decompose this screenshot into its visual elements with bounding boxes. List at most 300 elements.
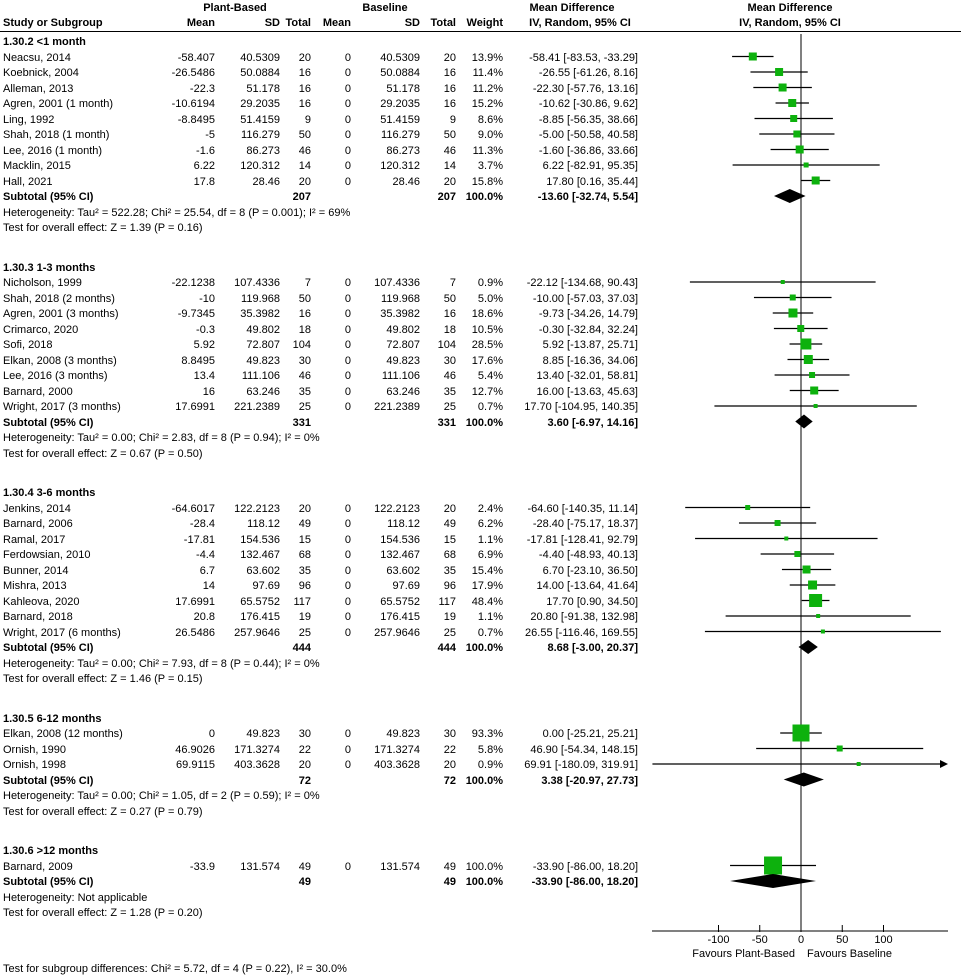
study-name-cell: Ferdowsian, 2010: [3, 549, 91, 561]
plant-total-cell: 50: [298, 292, 311, 305]
plant-mean-cell: -1.6: [196, 144, 215, 157]
plant-sd-cell: 28.46: [252, 175, 280, 188]
study-name-cell: Bunner, 2014: [3, 564, 69, 577]
heterogeneity-note: Heterogeneity: Tau² = 0.00; Chi² = 1.05, df = 2 (P = 0.59); I² = 0%: [3, 790, 320, 802]
baseline-sd-cell: 403.3628: [374, 759, 420, 771]
baseline-sd-cell: 132.467: [380, 549, 420, 561]
subgroup-header-row: 1.30.3 1-3 months: [3, 261, 96, 274]
weight-cell: 2.4%: [477, 502, 503, 515]
subtotal-plant-total-cell: 207: [292, 191, 311, 203]
plant-sd-cell: 118.12: [247, 518, 280, 530]
ci-text-cell: -33.90 [-86.00, 18.20]: [532, 860, 638, 873]
effect-marker: [775, 68, 783, 76]
study-name-cell: Jenkins, 2014: [3, 502, 71, 515]
baseline-sd-cell: 122.2123: [374, 502, 420, 515]
plant-total-cell: 46: [298, 144, 311, 157]
plant-total-cell: 22: [298, 743, 311, 756]
ci-text-cell: -22.30 [-57.76, 13.16]: [532, 82, 638, 95]
weight-cell: 28.5%: [471, 339, 503, 351]
weight-cell: 11.4%: [472, 67, 503, 79]
subtotal-baseline-total-cell: 207: [437, 191, 456, 203]
ci-text-cell: -10.62 [-30.86, 9.62]: [538, 98, 638, 110]
plot-column-title: Mean Difference: [747, 2, 833, 14]
baseline-sd-cell: 131.574: [380, 860, 420, 873]
subtotal-diamond: [784, 773, 824, 787]
heterogeneity-note: Heterogeneity: Tau² = 0.00; Chi² = 7.93, df = 8 (P = 0.44); I² = 0%: [3, 657, 320, 670]
baseline-total-cell: 50: [443, 292, 456, 305]
axis-tick-label: 0: [797, 934, 805, 946]
col-header-mean: Mean: [186, 17, 215, 29]
subtotal-plant-total-cell: 72: [298, 774, 311, 787]
plant-total-cell: 20: [298, 502, 311, 515]
ci-arrowhead-right: [940, 760, 948, 768]
subtotal-label-cell: Subtotal (95% CI): [3, 416, 94, 429]
plant-mean-cell: -10.6194: [171, 98, 215, 110]
plant-mean-cell: -64.6017: [171, 502, 215, 515]
baseline-mean-cell: 0: [344, 308, 351, 320]
ci-text-cell: -8.85 [-56.35, 38.66]: [538, 113, 638, 126]
baseline-mean-cell: 0: [344, 860, 351, 873]
ci-text-cell: 6.22 [-82.91, 95.35]: [542, 160, 638, 172]
overall-effect-note: Test for overall effect: Z = 1.46 (P = 0.15): [3, 673, 203, 685]
study-name-cell: Wright, 2017 (3 months): [3, 401, 121, 413]
ci-text-cell: 17.70 [0.90, 34.50]: [546, 595, 638, 608]
baseline-total-cell: 20: [443, 502, 456, 515]
effect-marker: [814, 404, 818, 408]
col-header-total: Total: [285, 17, 311, 29]
plant-mean-cell: -8.8495: [177, 113, 215, 126]
weight-cell: 5.0%: [477, 292, 503, 305]
baseline-total-cell: 19: [443, 611, 456, 623]
baseline-sd-cell: 72.807: [386, 339, 420, 351]
baseline-group-header: Baseline: [362, 2, 408, 14]
plant-total-cell: 16: [298, 308, 311, 320]
effect-marker: [788, 99, 796, 107]
baseline-mean-cell: 0: [344, 743, 351, 756]
subtotal-plant-total-cell: 49: [298, 876, 311, 888]
plant-mean-cell: 26.5486: [175, 626, 215, 639]
study-name-cell: Elkan, 2008 (12 months): [3, 728, 123, 740]
plant-sd-cell: 86.273: [246, 144, 280, 157]
ci-text-cell: 5.92 [-13.87, 25.71]: [542, 339, 638, 351]
baseline-total-cell: 22: [443, 743, 456, 756]
plant-sd-cell: 50.0884: [240, 67, 280, 79]
subgroup-header-row: 1.30.6 >12 months: [3, 845, 99, 857]
subtotal-ci-text-cell: -13.60 [-32.74, 5.54]: [537, 191, 638, 203]
plant-sd-cell: 51.178: [246, 82, 280, 95]
baseline-total-cell: 9: [449, 113, 456, 126]
plant-sd-cell: 221.2389: [234, 401, 280, 413]
plant-total-cell: 15: [298, 533, 311, 546]
effect-marker: [809, 372, 815, 378]
study-name-cell: Shah, 2018 (1 month): [3, 129, 110, 141]
baseline-mean-cell: 0: [344, 354, 351, 367]
effect-marker: [800, 339, 811, 350]
weight-cell: 100.0%: [465, 860, 503, 873]
plant-total-cell: 50: [298, 129, 311, 141]
effect-marker: [775, 520, 781, 526]
subtotal-weight-cell: 100.0%: [465, 774, 503, 787]
effect-marker: [793, 131, 800, 138]
weight-cell: 8.6%: [477, 113, 503, 126]
plant-mean-cell: 8.8495: [181, 354, 215, 367]
plant-sd-cell: 51.4159: [240, 113, 280, 126]
plant-mean-cell: 0: [208, 728, 215, 740]
baseline-total-cell: 16: [443, 308, 456, 320]
baseline-total-cell: 20: [443, 175, 456, 188]
baseline-total-cell: 49: [443, 518, 456, 530]
plant-mean-cell: 69.9115: [176, 759, 215, 771]
baseline-mean-cell: 0: [344, 580, 351, 592]
overall-effect-note: Test for overall effect: Z = 0.67 (P = 0.50): [3, 447, 203, 460]
col-header-study: Study or Subgroup: [3, 17, 103, 29]
effect-marker: [808, 581, 817, 590]
plant-sd-cell: 122.2123: [234, 502, 280, 515]
weight-cell: 0.7%: [477, 401, 503, 413]
ci-text-cell: 20.80 [-91.38, 132.98]: [530, 611, 638, 623]
baseline-sd-cell: 51.4159: [380, 113, 420, 126]
subtotal-weight-cell: 100.0%: [465, 416, 503, 429]
baseline-mean-cell: 0: [344, 549, 351, 561]
baseline-sd-cell: 97.69: [392, 580, 420, 592]
study-name-cell: Hall, 2021: [3, 175, 53, 188]
favours-right-label: Favours Baseline: [807, 948, 892, 960]
effect-marker: [790, 295, 796, 301]
plant-mean-cell: -10: [199, 292, 215, 305]
study-name-cell: Neacsu, 2014: [3, 51, 71, 64]
plant-mean-cell: -22.1238: [171, 277, 215, 289]
weight-cell: 10.5%: [471, 323, 503, 336]
plant-mean-cell: -9.7345: [177, 308, 215, 320]
effect-marker: [784, 537, 788, 541]
study-name-cell: Mishra, 2013: [3, 580, 67, 592]
baseline-total-cell: 20: [443, 51, 456, 64]
plant-sd-cell: 97.69: [252, 580, 280, 592]
plant-total-cell: 49: [298, 860, 311, 873]
effect-marker: [809, 594, 822, 607]
weight-cell: 0.9%: [477, 759, 503, 771]
weight-cell: 1.1%: [477, 611, 503, 623]
baseline-mean-cell: 0: [344, 759, 351, 771]
baseline-sd-cell: 50.0884: [380, 67, 420, 79]
plant-sd-cell: 49.823: [246, 728, 280, 740]
subtotal-plant-total-cell: 444: [292, 642, 311, 654]
plant-sd-cell: 63.246: [246, 385, 280, 398]
effect-marker: [793, 725, 810, 742]
plot-column-subtitle: IV, Random, 95% CI: [739, 17, 841, 29]
baseline-total-cell: 25: [443, 626, 456, 639]
baseline-sd-cell: 86.273: [386, 144, 420, 157]
weight-cell: 6.9%: [477, 549, 503, 561]
baseline-total-cell: 18: [443, 323, 456, 336]
subtotal-baseline-total-cell: 49: [443, 876, 456, 888]
weight-cell: 5.4%: [477, 370, 503, 382]
weight-cell: 12.7%: [471, 385, 503, 398]
baseline-mean-cell: 0: [344, 518, 351, 530]
ci-text-cell: -10.00 [-57.03, 37.03]: [532, 292, 638, 305]
plant-sd-cell: 63.602: [246, 564, 280, 577]
plant-sd-cell: 131.574: [240, 860, 280, 873]
plant-total-cell: 46: [298, 370, 311, 382]
weight-cell: 13.9%: [471, 51, 503, 64]
baseline-total-cell: 46: [443, 370, 456, 382]
plant-mean-cell: 14: [202, 580, 215, 592]
baseline-sd-cell: 29.2035: [380, 98, 420, 110]
study-name-cell: Wright, 2017 (6 months): [3, 626, 121, 639]
effect-column-subtitle: IV, Random, 95% CI: [529, 17, 631, 29]
plant-total-cell: 25: [298, 401, 311, 413]
study-name-cell: Barnard, 2009: [3, 860, 73, 873]
plant-sd-cell: 176.415: [240, 611, 280, 623]
plant-total-cell: 25: [298, 626, 311, 639]
baseline-mean-cell: 0: [344, 82, 351, 95]
ci-text-cell: 26.55 [-116.46, 169.55]: [525, 626, 638, 639]
study-name-cell: Kahleova, 2020: [3, 595, 80, 608]
ci-text-cell: -1.60 [-36.86, 33.66]: [538, 144, 638, 157]
baseline-sd-cell: 63.602: [386, 564, 420, 577]
effect-marker: [816, 614, 820, 618]
study-name-cell: Barnard, 2018: [3, 611, 73, 623]
study-name-cell: Elkan, 2008 (3 months): [3, 354, 117, 367]
baseline-sd-cell: 35.3982: [380, 308, 420, 320]
weight-cell: 0.7%: [477, 626, 503, 639]
plant-sd-cell: 65.5752: [240, 595, 280, 608]
ci-text-cell: 17.80 [0.16, 35.44]: [546, 175, 638, 188]
baseline-sd-cell: 116.279: [381, 129, 420, 141]
favours-left-label: Favours Plant-Based: [692, 948, 795, 960]
plant-mean-cell: 6.22: [193, 160, 215, 172]
ci-text-cell: -64.60 [-140.35, 11.14]: [527, 502, 638, 515]
ci-text-cell: -4.40 [-48.93, 40.13]: [538, 549, 638, 561]
plant-total-cell: 30: [298, 354, 311, 367]
baseline-sd-cell: 120.312: [380, 160, 420, 172]
ci-text-cell: -58.41 [-83.53, -33.29]: [529, 51, 638, 64]
overall-effect-note: Test for overall effect: Z = 1.39 (P = 0.16): [3, 222, 203, 234]
plant-total-cell: 20: [298, 51, 311, 64]
baseline-mean-cell: 0: [344, 144, 351, 157]
ci-text-cell: -0.30 [-32.84, 32.24]: [538, 323, 638, 336]
weight-cell: 3.7%: [477, 160, 503, 172]
ci-text-cell: 46.90 [-54.34, 148.15]: [530, 743, 638, 756]
baseline-mean-cell: 0: [344, 611, 351, 623]
study-name-cell: Agren, 2001 (1 month): [3, 98, 114, 110]
study-name-cell: Lee, 2016 (3 months): [3, 370, 108, 382]
baseline-sd-cell: 118.12: [387, 518, 420, 530]
baseline-total-cell: 30: [443, 728, 456, 740]
plant-mean-cell: 13.4: [193, 370, 215, 382]
baseline-mean-cell: 0: [344, 51, 351, 64]
ci-text-cell: 17.70 [-104.95, 140.35]: [524, 401, 638, 413]
plant-sd-cell: 72.807: [246, 339, 280, 351]
plant-mean-cell: -33.9: [189, 860, 215, 873]
subtotal-baseline-total-cell: 331: [437, 416, 456, 429]
baseline-mean-cell: 0: [344, 323, 351, 336]
baseline-mean-cell: 0: [344, 67, 351, 79]
effect-marker: [764, 857, 782, 875]
baseline-total-cell: 7: [449, 277, 456, 289]
plant-total-cell: 19: [298, 611, 311, 623]
weight-cell: 9.0%: [477, 129, 503, 141]
effect-marker: [797, 325, 804, 332]
plant-total-cell: 35: [298, 385, 311, 398]
subtotal-plant-total-cell: 331: [292, 416, 311, 429]
baseline-sd-cell: 171.3274: [374, 743, 420, 756]
baseline-sd-cell: 49.802: [386, 323, 420, 336]
baseline-total-cell: 68: [443, 549, 456, 561]
plant-total-cell: 16: [298, 98, 311, 110]
baseline-mean-cell: 0: [344, 113, 351, 126]
col-header-sd: SD: [264, 17, 280, 29]
baseline-sd-cell: 51.178: [386, 82, 420, 95]
baseline-sd-cell: 111.106: [381, 370, 420, 382]
baseline-mean-cell: 0: [344, 401, 351, 413]
plant-total-cell: 20: [298, 175, 311, 188]
plant-sd-cell: 403.3628: [234, 759, 280, 771]
baseline-mean-cell: 0: [344, 98, 351, 110]
baseline-sd-cell: 107.4336: [374, 277, 420, 289]
study-name-cell: Barnard, 2006: [3, 518, 73, 530]
effect-marker: [837, 746, 843, 752]
plant-sd-cell: 29.2035: [240, 98, 280, 110]
baseline-total-cell: 96: [443, 580, 456, 592]
axis-tick-label: 100: [874, 934, 893, 946]
plant-based-group-header: Plant-Based: [203, 2, 267, 14]
plant-mean-cell: 20.8: [193, 611, 215, 623]
plant-total-cell: 96: [298, 580, 311, 592]
baseline-total-cell: 20: [443, 759, 456, 771]
plant-mean-cell: -4.4: [196, 549, 215, 561]
plant-sd-cell: 171.3274: [234, 743, 280, 756]
baseline-sd-cell: 154.536: [380, 533, 420, 546]
weight-cell: 15.8%: [471, 175, 503, 188]
axis-tick-label: -100: [707, 934, 730, 946]
plant-sd-cell: 120.312: [240, 160, 280, 172]
effect-marker: [781, 280, 785, 284]
baseline-mean-cell: 0: [344, 626, 351, 639]
effect-marker: [749, 53, 757, 61]
study-name-cell: Lee, 2016 (1 month): [3, 144, 103, 157]
ci-text-cell: 0.00 [-25.21, 25.21]: [542, 728, 638, 740]
ci-text-cell: -28.40 [-75.17, 18.37]: [532, 518, 638, 530]
weight-cell: 6.2%: [477, 518, 503, 530]
baseline-mean-cell: 0: [344, 339, 351, 351]
baseline-total-cell: 25: [443, 401, 456, 413]
effect-marker: [779, 84, 787, 92]
ci-text-cell: -17.81 [-128.41, 92.79]: [526, 533, 638, 546]
plant-sd-cell: 154.536: [240, 533, 280, 546]
ci-text-cell: 16.00 [-13.63, 45.63]: [536, 385, 638, 398]
ci-text-cell: -5.00 [-50.58, 40.58]: [538, 129, 638, 141]
baseline-mean-cell: 0: [344, 370, 351, 382]
baseline-mean-cell: 0: [344, 292, 351, 305]
subtotal-weight-cell: 100.0%: [465, 876, 503, 888]
plant-sd-cell: 49.802: [246, 323, 280, 336]
effect-marker: [810, 387, 818, 395]
effect-marker: [790, 115, 797, 122]
baseline-total-cell: 35: [443, 564, 456, 577]
baseline-total-cell: 46: [443, 144, 456, 157]
study-name-cell: Koebnick, 2004: [3, 67, 79, 79]
plant-total-cell: 49: [298, 518, 311, 530]
effect-marker: [796, 146, 804, 154]
study-name-cell: Shah, 2018 (2 months): [3, 292, 115, 305]
plant-mean-cell: -26.5486: [171, 67, 215, 79]
subgroup-header-row: 1.30.2 <1 month: [3, 36, 86, 48]
baseline-sd-cell: 49.823: [386, 728, 420, 740]
effect-marker: [745, 505, 750, 510]
subgroup-difference-note: Test for subgroup differences: Chi² = 5.72, df = 4 (P = 0.22), I² = 30.0%: [3, 963, 347, 975]
baseline-total-cell: 49: [443, 860, 456, 873]
plant-sd-cell: 119.968: [241, 292, 280, 305]
axis-tick-label: -50: [751, 934, 768, 946]
study-name-cell: Sofi, 2018: [3, 339, 53, 351]
weight-cell: 48.4%: [471, 595, 503, 608]
ci-text-cell: 6.70 [-23.10, 36.50]: [542, 564, 638, 577]
plant-mean-cell: -5: [205, 129, 215, 141]
plant-total-cell: 68: [298, 549, 311, 561]
ci-text-cell: 8.85 [-16.36, 34.06]: [542, 354, 638, 367]
ci-text-cell: -22.12 [-134.68, 90.43]: [526, 277, 638, 289]
weight-cell: 15.2%: [471, 98, 503, 110]
subtotal-label-cell: Subtotal (95% CI): [3, 191, 94, 203]
baseline-total-cell: 16: [443, 82, 456, 95]
weight-cell: 17.6%: [471, 354, 503, 367]
plant-total-cell: 14: [298, 160, 311, 172]
effect-marker: [788, 309, 797, 318]
weight-cell: 18.6%: [471, 308, 503, 320]
study-name-cell: Macklin, 2015: [3, 160, 71, 172]
baseline-mean-cell: 0: [344, 175, 351, 188]
baseline-sd-cell: 28.46: [392, 175, 420, 188]
subtotal-weight-cell: 100.0%: [465, 191, 503, 203]
overall-effect-note: Test for overall effect: Z = 1.28 (P = 0.20): [3, 907, 203, 919]
study-name-cell: Ramal, 2017: [3, 533, 66, 546]
weight-cell: 0.9%: [477, 277, 503, 289]
weight-cell: 11.2%: [472, 82, 503, 95]
baseline-mean-cell: 0: [344, 129, 351, 141]
study-name-cell: Agren, 2001 (3 months): [3, 308, 119, 320]
subtotal-ci-text-cell: 8.68 [-3.00, 20.37]: [547, 642, 638, 654]
plant-total-cell: 30: [298, 728, 311, 740]
plant-mean-cell: 5.92: [193, 339, 215, 351]
plant-sd-cell: 132.467: [240, 549, 280, 561]
study-name-cell: Ling, 1992: [3, 113, 55, 126]
subtotal-label-cell: Subtotal (95% CI): [3, 642, 94, 654]
ci-text-cell: 14.00 [-13.64, 41.64]: [536, 580, 638, 592]
effect-marker: [857, 762, 861, 766]
study-name-cell: Nicholson, 1999: [3, 277, 82, 289]
baseline-sd-cell: 40.5309: [380, 51, 420, 64]
baseline-total-cell: 30: [443, 354, 456, 367]
axis-tick-label: 50: [836, 934, 849, 946]
baseline-mean-cell: 0: [344, 564, 351, 577]
study-name-cell: Ornish, 1998: [3, 759, 66, 771]
subtotal-ci-text-cell: 3.60 [-6.97, 14.16]: [547, 416, 638, 429]
baseline-sd-cell: 257.9646: [374, 626, 420, 639]
plant-total-cell: 117: [293, 595, 311, 608]
baseline-total-cell: 15: [443, 533, 456, 546]
subtotal-diamond: [730, 874, 816, 888]
plant-sd-cell: 107.4336: [234, 277, 280, 289]
baseline-total-cell: 16: [443, 98, 456, 110]
baseline-sd-cell: 65.5752: [380, 595, 420, 608]
baseline-mean-cell: 0: [344, 533, 351, 546]
subtotal-label-cell: Subtotal (95% CI): [3, 774, 94, 787]
effect-column-title: Mean Difference: [529, 2, 615, 14]
subgroup-header-row: 1.30.4 3-6 months: [3, 487, 96, 499]
baseline-total-cell: 16: [443, 67, 456, 79]
ci-text-cell: -9.73 [-34.26, 14.79]: [538, 308, 638, 320]
